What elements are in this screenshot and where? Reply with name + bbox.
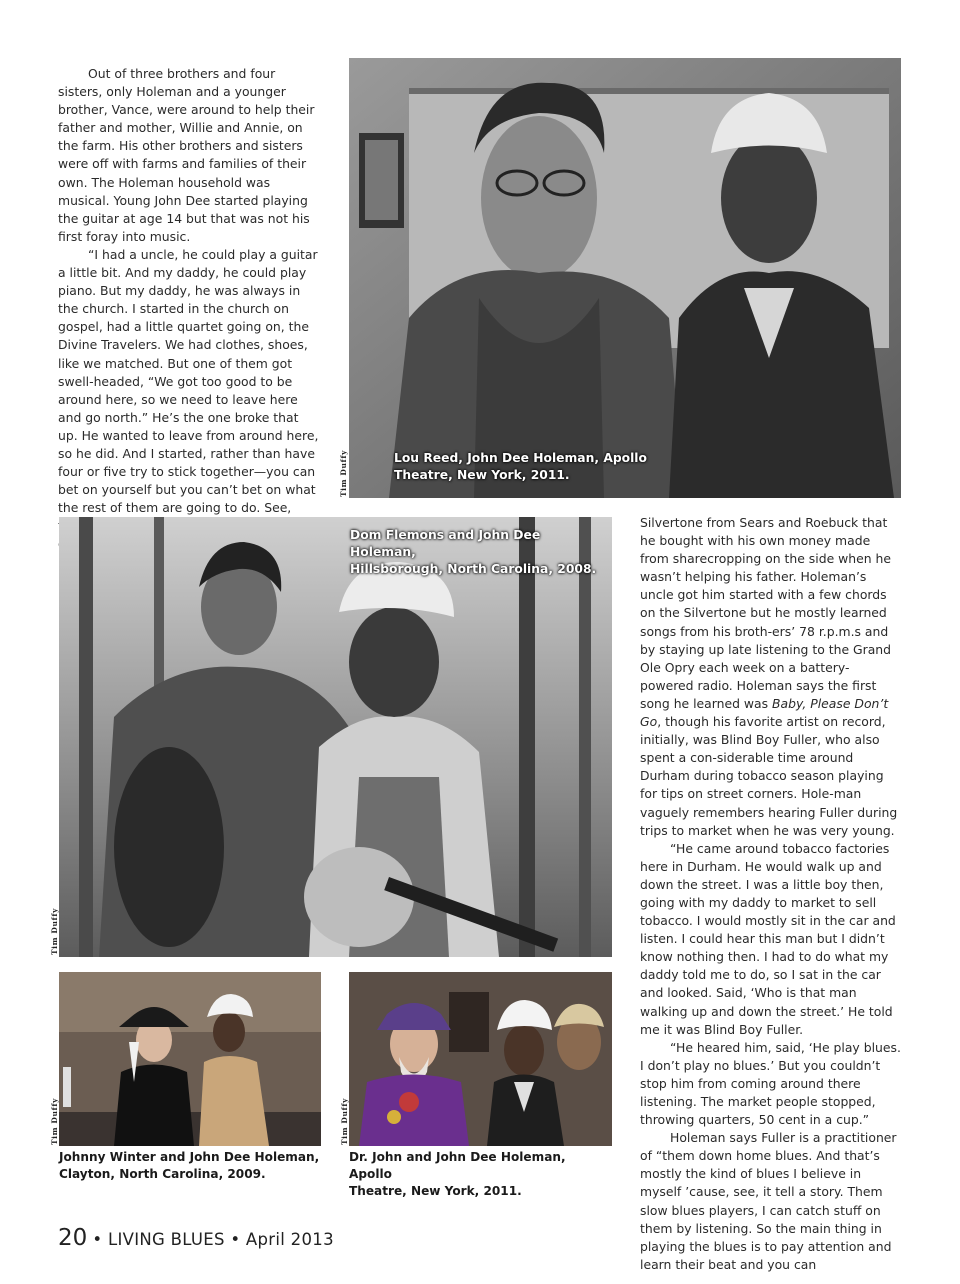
article-paragraph: “He heared him, said, ‘He play blues. I don’t play no blues.’ But you couldn’t stop him from coming around there listening. The market people stopped, throwing quarters, 50 cent in a cup.”: [640, 1039, 901, 1128]
photo-credit: Tim Duffy: [339, 449, 348, 497]
photo-lou-reed-holeman: [349, 58, 901, 498]
right-text-column: [640, 514, 902, 1274]
photo-credit: Tim Duffy: [50, 1097, 59, 1145]
photo-caption-winter: Johnny Winter and John Dee Holeman, Clayton, North Carolina, 2009.: [59, 1150, 320, 1181]
page-number: 20: [58, 1225, 88, 1251]
photo-caption-flemons: Dom Flemons and John Dee Holeman, Hillsborough, North Carolina, 2008.: [350, 528, 597, 576]
article-paragraph: “I had a uncle, he could play a guitar a little bit. And my daddy, he could play piano. But my daddy, he was always in the church. I started in the church on gospel, had a little quartet going on, the Divine Travelers. We had clothes, shoes, like we matched. But one of them got swell-headed, “We got too good to be around here, so we need to leave here and go north.” He’s the one broke that up. He wanted to leave from around here, so he did. And I started, rather than have four or five try to stick together—you can bet on yourself but you can’t bet on what the rest of them are going to do. See,: [58, 246, 319, 516]
photo-credit: Tim Duffy: [340, 1097, 349, 1145]
paragraph-text: Silvertone from Sears and Roebuck that he bought with his own money made from sharecropping on the side when he wasn’t helping his father. Holeman’s uncle got him started with a few chords on the Silvertone but he mostly learned songs from his broth-ers’ 78 r.p.m.s and by staying up late listening to the Grand Ole Opry each week on a battery-powered radio. Holeman says the first song he learned was: [640, 515, 892, 711]
photo-johnny-winter-holeman: [59, 972, 321, 1146]
photo-flemons-holeman: [59, 517, 612, 957]
left-text-column: [58, 65, 320, 554]
article-paragraph: “He came around tobacco factories here in Durham. He would walk up and down the street. I was a little boy then, going with my daddy to market to sell tobacco. I would mostly sit in the car and listen. I could hear this man but I didn’t know nothing then. I had to do what my daddy told me to do, so I sat in the car and looked. Said, ‘Who is that man walking up and down the street.’ He told me it was Blind Boy Fuller.: [640, 840, 896, 1037]
photo-credit: Tim Duffy: [50, 907, 59, 955]
song-title: Baby, Please Don’t Go: [640, 695, 889, 730]
article-paragraph: [640, 514, 902, 840]
page-footer: [58, 1225, 334, 1251]
publication-line: • LIVING BLUES • April 2013: [92, 1230, 334, 1249]
photo-caption-reed: Lou Reed, John Dee Holeman, Apollo Theatre, New York, 2011.: [394, 451, 647, 482]
paragraph-text: , though his favorite artist on record, initially, was Blind Boy Fuller, who also spent a con-siderable time around Durham during tobacco season playing for tips on street corners. Hole-man vaguely remembers hearing Fuller during trips to market when he was very young.: [640, 714, 898, 838]
article-paragraph: Holeman says Fuller is a practitioner of “them down home blues. And that’s mostly the kind of blues I believe in myself ’cause, see, it tell a story. Them slow blues players, I can catch stuff on them by listening. So the main thing in playing the blues is to pay attention and learn their beat and you can: [640, 1130, 897, 1272]
photo-dr-john-holeman: [349, 972, 612, 1146]
photo-caption-drjohn: Dr. John and John Dee Holeman, Apollo Theatre, New York, 2011.: [349, 1150, 566, 1198]
article-paragraph: Out of three brothers and four sisters, only Holeman and a younger brother, Vance, were around to help their father and mother, Willie and Annie, on the farm. His other brothers and sisters were off with farms and families of their own. The Holeman household was musical. Young John Dee started playing the guitar at age 14 but that was not his first foray into music.: [58, 66, 315, 244]
